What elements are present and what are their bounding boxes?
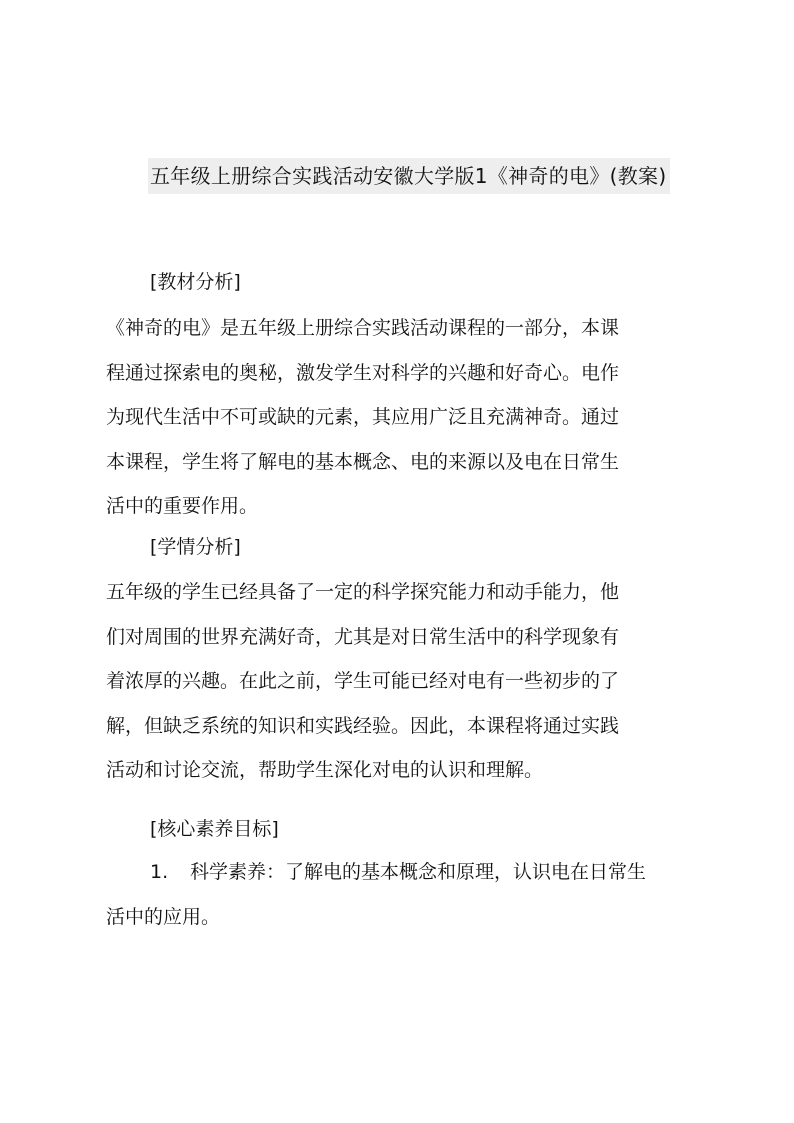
paragraph-line: 程通过探索电的奥秘，激发学生对科学的兴趣和好奇心。电作 — [106, 361, 620, 384]
paragraph-line: 五年级的学生已经具备了一定的科学探究能力和动手能力，他 — [106, 581, 620, 603]
paragraph-line: 活动和讨论交流，帮助学生深化对电的认识和理解。 — [106, 759, 544, 781]
paragraph-line: 本课程，学生将了解电的基本概念、电的来源以及电在日常生 — [106, 450, 620, 473]
goal-item-number: 1. — [150, 861, 169, 883]
paragraph-line: 活中的重要作用。 — [106, 495, 259, 517]
paragraph-line: 解，但缺乏系统的知识和实践经验。因此，本课程将通过实践 — [106, 714, 620, 737]
goal-item — [106, 850, 726, 939]
paragraph-line: 们对周围的世界充满好奇，尤其是对日常生活中的科学现象有 — [106, 625, 620, 648]
section-body-student-analysis — [106, 570, 706, 793]
section-heading-textbook-analysis: [教材分析] — [150, 271, 241, 293]
goal-item-text: 科学素养：了解电的基本概念和原理，认识电在日常生 — [190, 861, 647, 883]
section-heading-core-goals: [核心素养目标] — [150, 818, 279, 840]
paragraph-line: 着浓厚的兴趣。在此之前，学生可能已经对电有一些初步的了 — [106, 670, 620, 692]
paragraph-line: 为现代生活中不可或缺的元素，其应用广泛且充满神奇。通过 — [106, 406, 620, 428]
paragraph-line: 《神奇的电》是五年级上册综合实践活动课程的一部分，本课 — [106, 317, 620, 339]
document-title: 五年级上册综合实践活动安徽大学版1《神奇的电》(教案) — [148, 158, 670, 194]
goal-item-second-line: 活中的应用。 — [106, 905, 221, 928]
section-heading-student-analysis: [学情分析] — [150, 536, 241, 558]
section-body-textbook-analysis — [106, 306, 706, 529]
goal-item-first-line — [106, 850, 726, 895]
